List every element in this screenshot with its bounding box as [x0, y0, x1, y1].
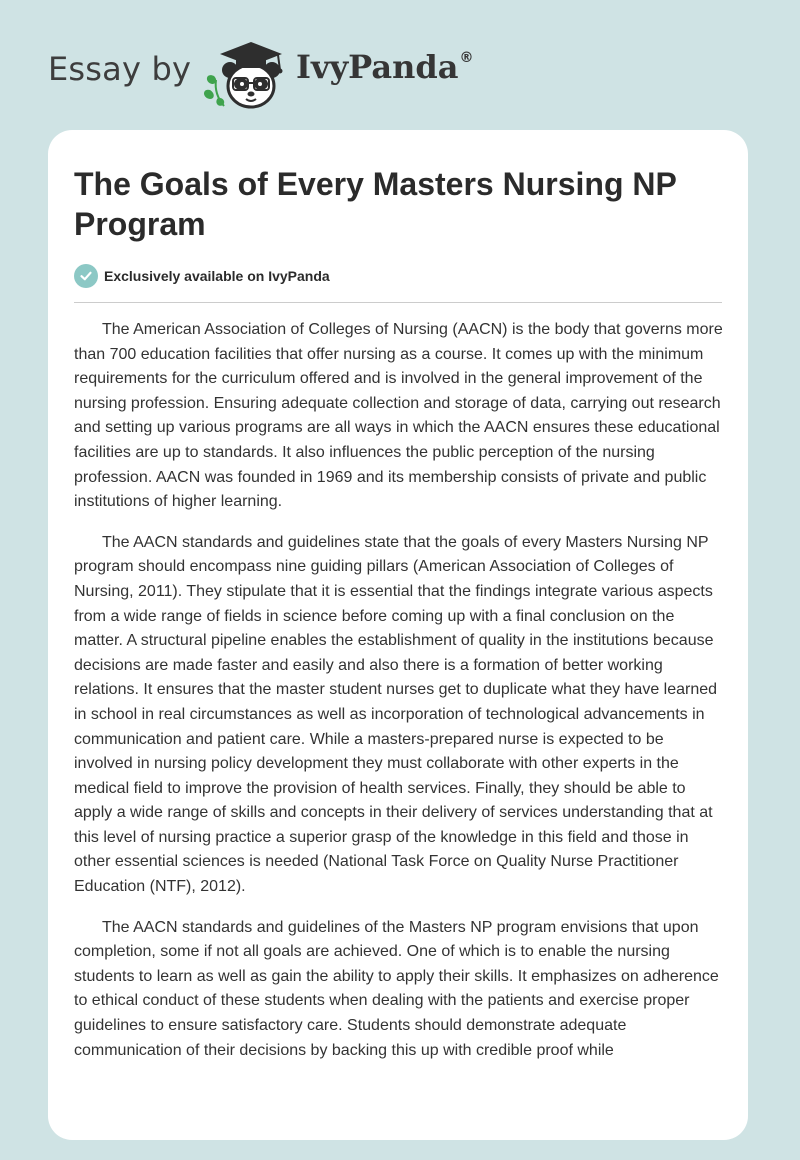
title-divider: [74, 302, 722, 303]
paragraph: The AACN standards and guidelines of the Masters NP program envisions that upon completion, some if not all goals are achieved. One of which is to enable the nursing students to learn as well as gain the ability to apply their skills. It emphasizes on adherence to ethical conduct of these students when dealing with the patients and exercise proper guidelines to ensure satisfactory care. Students should demonstrate adequate communication of their decisions by backing this up with credible proof while: [74, 918, 719, 1059]
registered-mark: ®: [459, 50, 474, 66]
exclusive-badge: [74, 263, 330, 289]
paragraph: The AACN standards and guidelines state that the goals of every Masters Nursing NP program should encompass nine guiding pillars (American Association of Colleges of Nursing, 2011). They stipulate that it is essential that the findings integrate various aspects from a wide range of fields in science before coming up with a final conclusion on the matter. A structural pipeline enables the establishment of quality in the institutions because decisions are made faster and easily and also there is a formation of better working relations. It ensures that the master student nurses get to duplicate what they have learned in school in real circumstances as well as incorporation of technological advancements in communication and patient care. While a masters-prepared nurse is expected to be involved in nursing policy development they must collaborate with other experts in the medical field to improve the provision of health services. Finally, they should be able to apply a wide range of skills and concepts in their delivery of services understanding that at this level of nursing practice a superior grasp of the knowledge in this field and those in other essential sciences is needed (National Task Force on Quality Nurse Practitioner Education (NTF), 2012).: [74, 533, 718, 896]
paragraph: The American Association of Colleges of Nursing (AACN) is the body that governs more than 700 education facilities that offer nursing as a course. It comes up with the minimum requirements for the curriculum offered and is involved in the general improvement of the nursing profession. Ensuring adequate collection and storage of data, carrying out research and setting up various programs are all ways in which the AACN ensures these educational facilities are up to standards. It also influences the public perception of the nursing profession. AACN was founded in 1969 and its membership consists of private and public institutions of higher learning.: [74, 321, 723, 511]
brand-prefix: Essay by: [48, 50, 192, 88]
brand-name: IvyPanda®: [296, 48, 474, 86]
ivy-leaf-icon: [204, 75, 224, 106]
page-title: The Goals of Every Masters Nursing NP Program: [74, 166, 677, 242]
panda-graduate-logo-icon: [200, 36, 296, 112]
badge-label: Exclusively available on IvyPanda: [104, 268, 330, 284]
essay-card: [48, 130, 748, 1140]
site-brand[interactable]: [48, 36, 508, 112]
essay-body: [74, 318, 723, 1079]
checkmark-icon: [74, 264, 98, 288]
